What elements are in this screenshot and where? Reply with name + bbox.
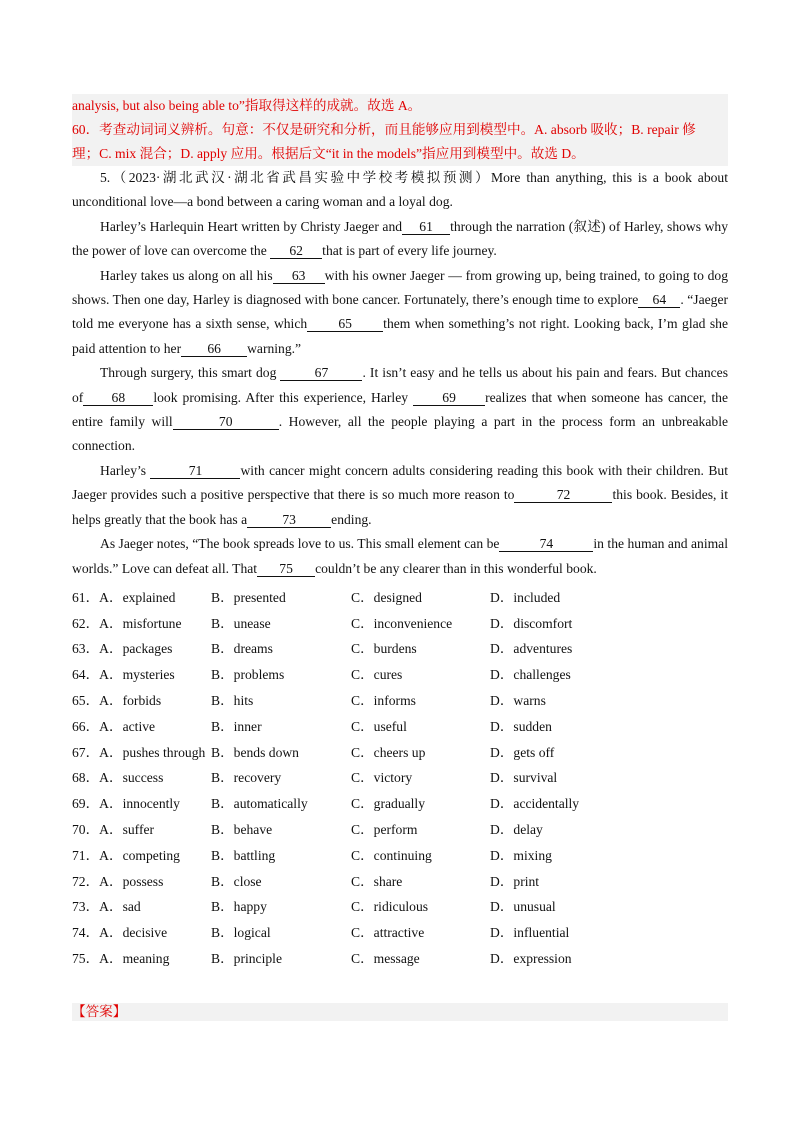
option-c: C．continuing (351, 847, 432, 863)
option-b: B．logical (211, 925, 271, 941)
option-c: C．cures (351, 667, 403, 683)
option-row-68 (72, 763, 728, 789)
option-c: C．ridiculous (351, 899, 429, 915)
option-d: D．delay (490, 821, 543, 837)
option-b: B．behave (211, 821, 273, 837)
option-d: D．warns (490, 692, 546, 708)
option-b: B．dreams (211, 641, 273, 657)
option-a: 62．A．misfortune (72, 615, 182, 631)
passage-text: Through surgery, this smart dog (100, 365, 277, 381)
option-row-70 (72, 815, 728, 841)
option-c: C．useful (351, 718, 407, 734)
option-c: C．informs (351, 692, 416, 708)
blank-75: 75 (257, 561, 315, 577)
passage-text: couldn’t be any clearer than in this wonderful book. (315, 560, 597, 576)
passage-text: look promising. After this experience, Harley (153, 389, 409, 405)
explanation-line-2: 60．考查动词词义辨析。句意：不仅是研究和分析，而且能够应用到模型中。A. absorb 吸收；B. repair 修 (72, 122, 696, 137)
passage-text: . “Jaeger told me everyone has a sixth sense, which (72, 292, 729, 332)
passage-text: through the narration (叙述) of Harley, shows why the power of love can overcome the (72, 218, 728, 259)
option-d: D．mixing (490, 847, 552, 863)
blank-71: 71 (150, 463, 240, 479)
option-d: D．gets off (490, 744, 555, 760)
option-b: B．hits (211, 692, 254, 708)
option-row-61 (72, 583, 728, 609)
option-b: B．recovery (211, 770, 282, 786)
option-a: 65．A．forbids (72, 692, 162, 708)
option-row-67 (72, 738, 728, 764)
option-d: D．survival (490, 770, 558, 786)
passage-text: As Jaeger notes, “The book spreads love to us. This small element can be (100, 536, 500, 552)
option-a: 71．A．competing (72, 847, 180, 863)
blank-72: 72 (514, 487, 612, 503)
blank-64: 64 (638, 292, 680, 308)
passage-text: . However, all the people playing a part in the process form an unbreakable connection. (72, 414, 728, 454)
explanation-line-1: analysis, but also being able to”指取得这样的成就。故选 A。 (72, 98, 422, 113)
option-d: D．print (490, 873, 540, 889)
blank-61: 61 (402, 219, 450, 235)
blank-68: 68 (83, 390, 153, 406)
option-d: D．unusual (490, 899, 556, 915)
option-a: 74．A．decisive (72, 925, 168, 941)
option-row-63 (72, 635, 728, 661)
blank-70: 70 (173, 414, 279, 430)
option-b: B．bends down (211, 744, 299, 760)
passage-text: ending. (331, 511, 372, 527)
option-b: B．automatically (211, 796, 308, 812)
option-row-65 (72, 686, 728, 712)
passage-text: with cancer might concern adults considering reading this book with their children. But Jaeger provides such a positive perspective that there is so much more reason to (72, 462, 728, 503)
passage-text: . It isn’t easy and he tells us about his pain and fears. But chances of (72, 365, 728, 405)
passage-text: with his owner Jaeger — from growing up, being trained, to going to dog shows. Then one day, Harley is diagnosed with bone cancer. Fortunately, there’s enough time to explore (72, 267, 729, 308)
passage-intro: 5.（2023·湖北武汉·湖北省武昌实验中学校考模拟预测）More than anything, this is a book about unconditional love—a bond between a caring woman and a loyal dog. (72, 170, 728, 210)
option-b: B．happy (211, 899, 267, 915)
option-row-66 (72, 712, 728, 738)
passage-text: this book. Besides, it helps greatly that the book has a (72, 487, 728, 527)
option-a: 66．A．active (72, 718, 156, 734)
passage-text: Harley’s (100, 462, 147, 478)
blank-65: 65 (307, 316, 383, 332)
passage-paragraph-3 (72, 361, 728, 459)
document-page (72, 94, 728, 970)
explanation-line-3: 理；C. mix 混合；D. apply 应用。根据后文“it in the models”指应用到模型中。故选 D。 (72, 146, 585, 161)
option-c: C．designed (351, 589, 422, 605)
option-row-64 (72, 660, 728, 686)
option-row-69 (72, 789, 728, 815)
option-b: B．problems (211, 667, 285, 683)
option-a: 75．A．meaning (72, 950, 170, 966)
option-d: D．included (490, 589, 561, 605)
option-row-75 (72, 944, 728, 970)
option-d: D．sudden (490, 718, 552, 734)
option-a: 68．A．success (72, 770, 164, 786)
option-c: C．cheers up (351, 744, 426, 760)
passage-text: warning.” (247, 340, 302, 356)
option-a: 61．A．explained (72, 589, 176, 605)
option-c: C．burdens (351, 641, 417, 657)
option-c: C．inconvenience (351, 615, 453, 631)
option-d: D．challenges (490, 667, 571, 683)
passage-text: them when something’s not right. Looking back, I’m glad she paid attention to her (72, 316, 729, 356)
option-b: B．battling (211, 847, 276, 863)
passage-paragraph-4 (72, 459, 728, 532)
option-a: 67．A．pushes through (72, 744, 206, 760)
option-a: 64．A．mysteries (72, 667, 175, 683)
option-row-72 (72, 867, 728, 893)
previous-explanation (72, 94, 728, 166)
passage-text: realizes that when someone has cancer, the entire family will (72, 389, 728, 430)
option-row-71 (72, 841, 728, 867)
passage-text: Harley’s Harlequin Heart written by Christy Jaeger and (100, 218, 403, 234)
passage-paragraph-2 (72, 264, 728, 362)
passage-text: that is part of every life journey. (322, 243, 497, 259)
option-a: 73．A．sad (72, 899, 141, 915)
option-row-74 (72, 918, 728, 944)
option-b: B．presented (211, 589, 286, 605)
blank-66: 66 (181, 341, 247, 357)
option-b: B．unease (211, 615, 271, 631)
blank-74: 74 (499, 536, 593, 552)
option-c: C．share (351, 873, 403, 889)
passage-text: Harley takes us along on all his (100, 267, 273, 283)
passage-paragraph-5 (72, 532, 728, 581)
option-c: C．attractive (351, 925, 425, 941)
option-c: C．victory (351, 770, 413, 786)
option-d: D．expression (490, 950, 572, 966)
answer-heading: 【答案】 (72, 1003, 728, 1021)
blank-73: 73 (247, 512, 331, 528)
option-c: C．message (351, 950, 420, 966)
option-row-73 (72, 892, 728, 918)
blank-69: 69 (413, 390, 485, 406)
option-a: 70．A．suffer (72, 821, 155, 837)
option-b: B．inner (211, 718, 262, 734)
option-b: B．principle (211, 950, 282, 966)
option-d: D．influential (490, 925, 570, 941)
option-d: D．discomfort (490, 615, 573, 631)
passage-text: in the human and animal worlds.” Love can defeat all. That (72, 536, 728, 576)
option-row-62 (72, 609, 728, 635)
option-a: 72．A．possess (72, 873, 164, 889)
options-list (72, 583, 728, 970)
option-c: C．perform (351, 821, 418, 837)
option-c: C．gradually (351, 796, 425, 812)
blank-63: 63 (273, 268, 325, 284)
option-b: B．close (211, 873, 262, 889)
passage-paragraph-1 (72, 215, 728, 264)
option-d: D．adventures (490, 641, 573, 657)
option-a: 63．A．packages (72, 641, 173, 657)
blank-62: 62 (270, 243, 322, 259)
option-d: D．accidentally (490, 796, 580, 812)
blank-67: 67 (280, 365, 362, 381)
option-a: 69．A．innocently (72, 796, 180, 812)
